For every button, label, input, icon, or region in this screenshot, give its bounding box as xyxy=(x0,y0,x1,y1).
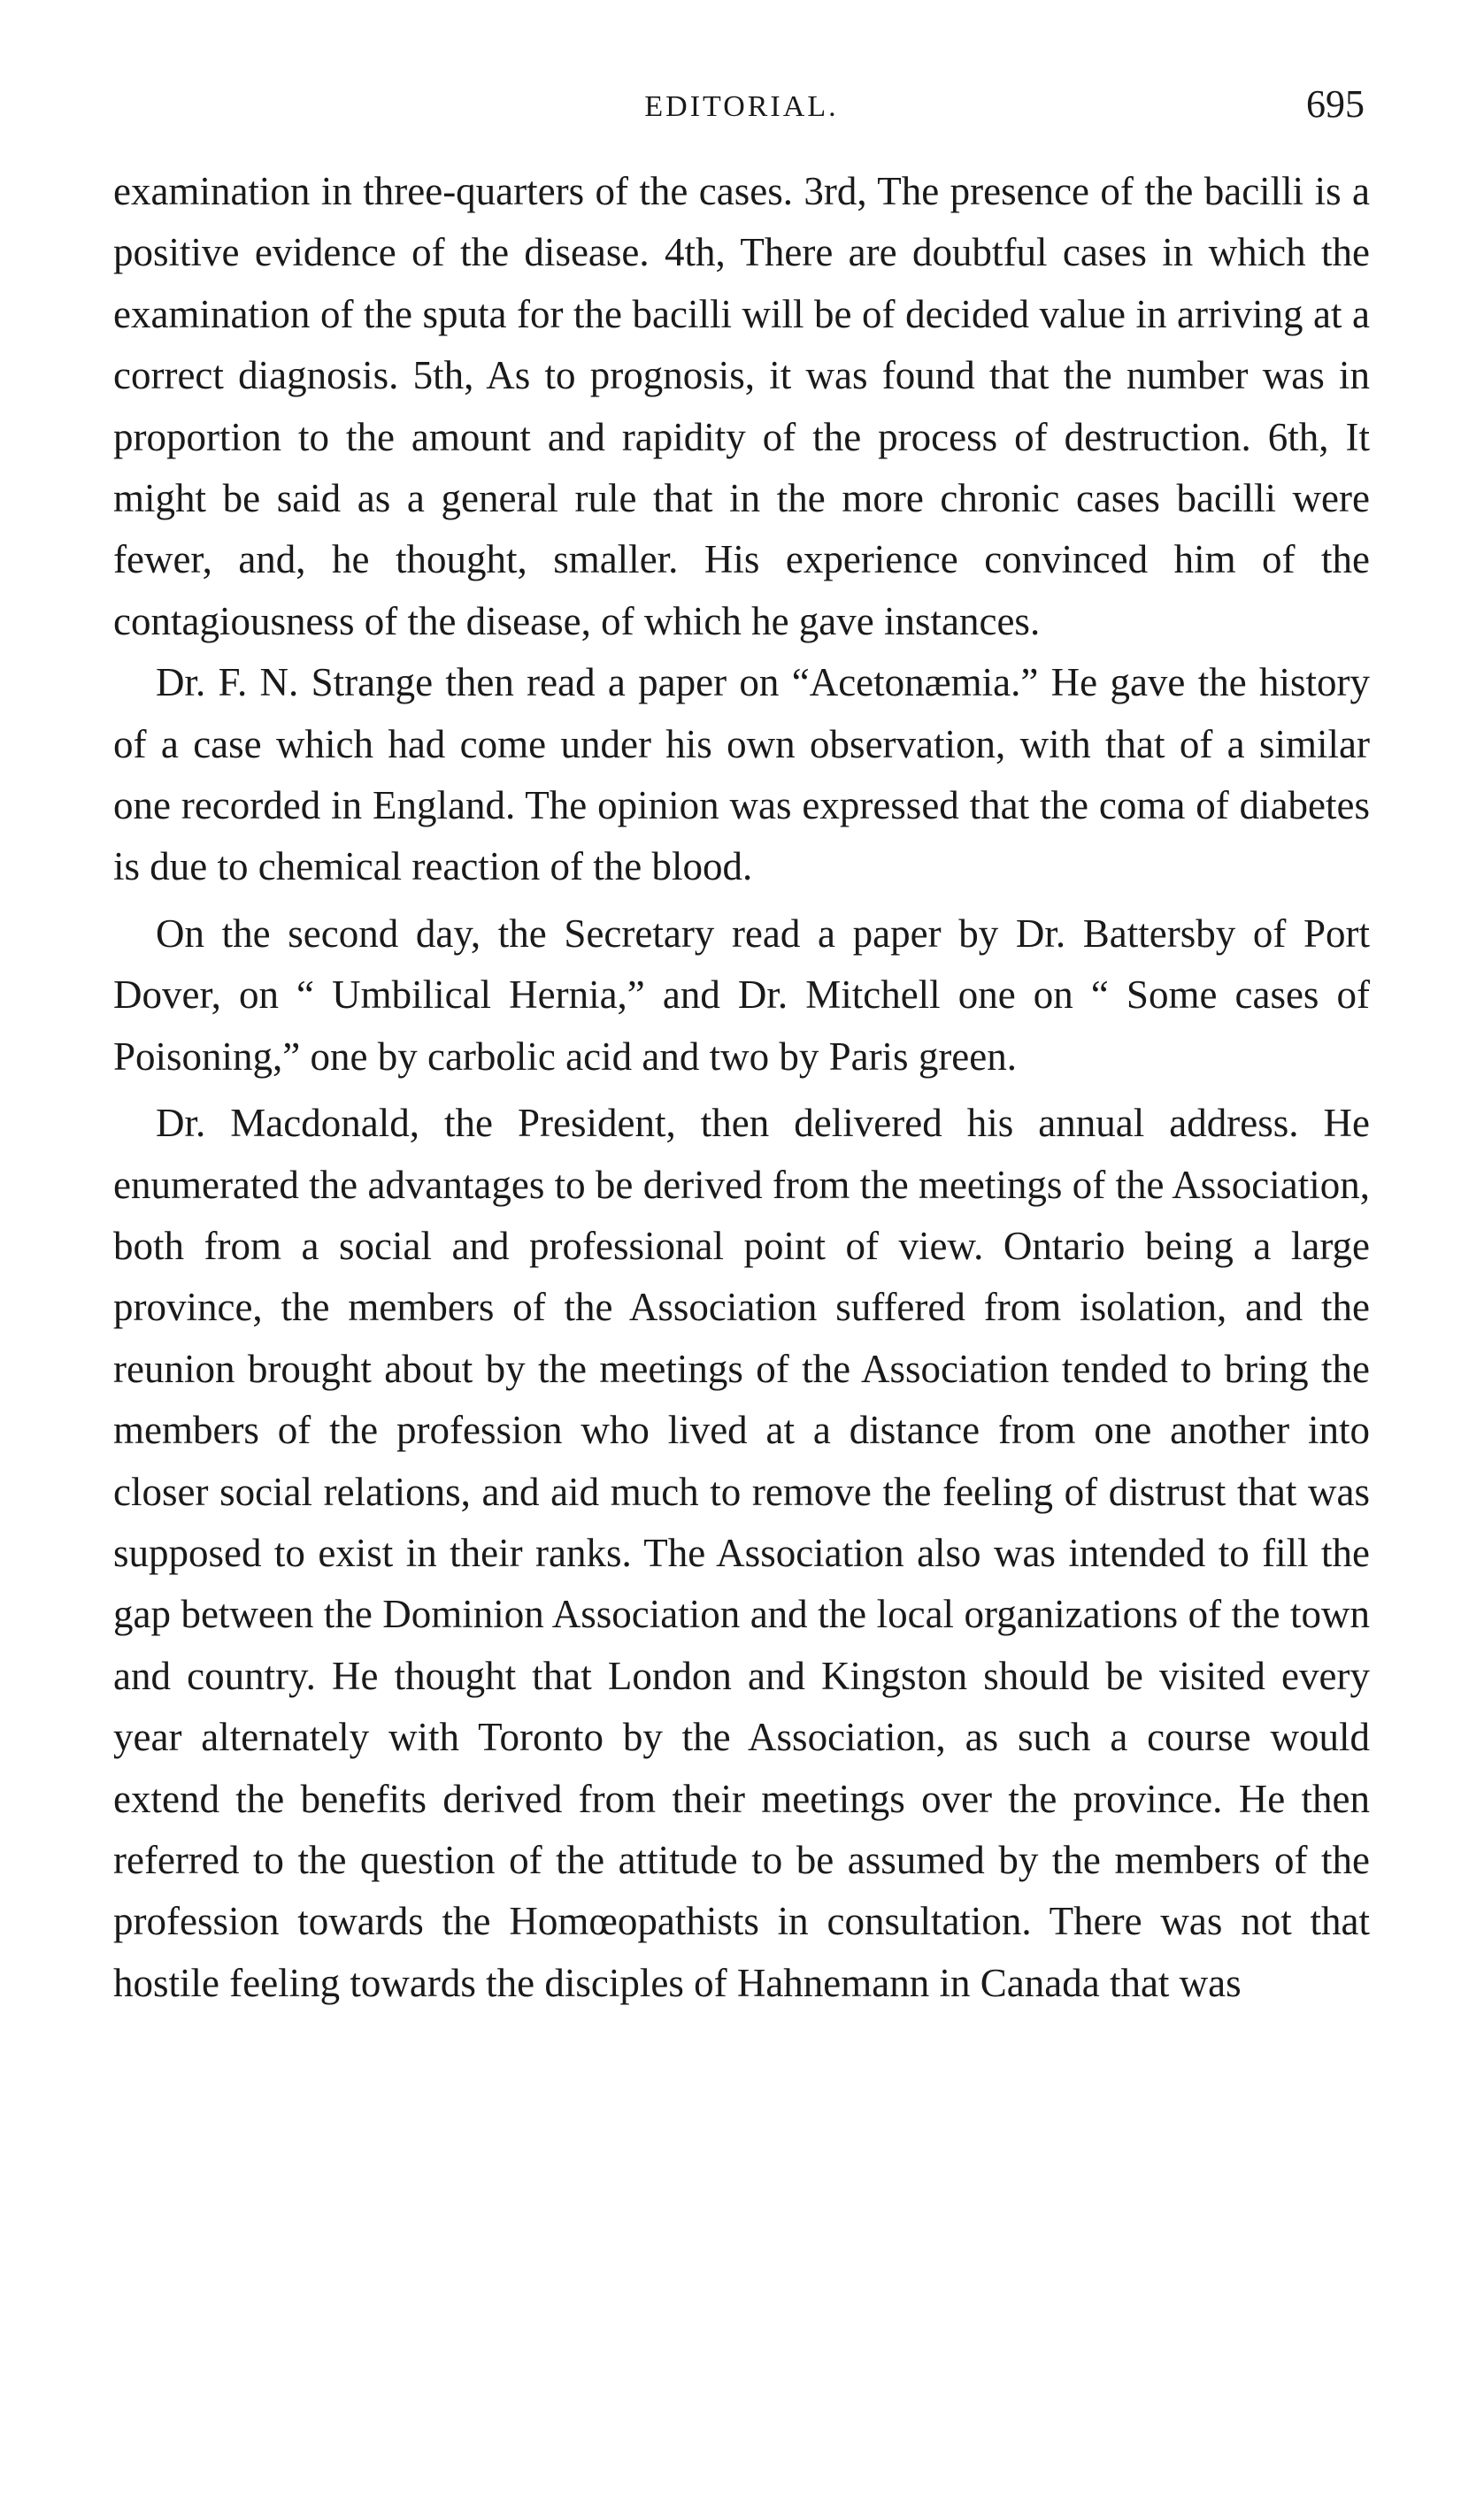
paragraph-acetonaemia: Dr. F. N. Strange then read a paper on “Acetonæmia.” He gave the history of a case which had come under his own observation, with that of a similar one recorded in England. The opinion was expressed that the coma of diabetes is due to chemical reaction of the blood. xyxy=(113,660,1370,889)
paragraph-second-day: On the second day, the Secretary read a paper by Dr. Battersby of Port Dover, on “ Umbilical Hernia,” and Dr. Mitchell one on “ Some cases of Poisoning,” one by carbolic acid and two by Paris green. xyxy=(113,911,1370,1079)
paragraph-continued: examination in three-quarters of the cases. 3rd, The presence of the bacilli is a positive evidence of the disease. 4th, There are doubtful cases in which the examination of the sputa for the bacilli will be of decided value in arriving at a correct diagnosis. 5th, As to prognosis, it was found that the number was in proportion to the amount and rapidity of the process of destruction. 6th, It might be said as a general rule that in the more chronic cases bacilli were fewer, and, he thought, smaller. His experience convinced him of the contagiousness of the disease, of which he gave instances. xyxy=(113,169,1370,643)
page-number: 695 xyxy=(1306,82,1365,126)
running-title: EDITORIAL. xyxy=(644,90,839,123)
body-text xyxy=(113,161,1370,2014)
page xyxy=(113,78,1370,2014)
paragraph-presidential-address: Dr. Macdonald, the President, then delivered his annual address. He enumerated the advantages to be derived from the meetings of the Association, both from a social and professional point of view. Ontario being a large province, the members of the Association suffered from isolation, and the reunion brought about by the meetings of the Association tended to bring the members of the profession who lived at a distance from one another into closer social relations, and aid much to remove the feeling of distrust that was supposed to exist in their ranks. The Association also was intended to fill the gap between the Dominion Association and the local organizations of the town and country. He thought that London and Kingston should be visited every year alternately with Toronto by the Association, as such a course would extend the benefits derived from their meetings over the province. He then referred to the question of the attitude to be assumed by the members of the profession towards the Homœopathists in consultation. There was not that hostile feeling towards the disciples of Hahnemann in Canada that was xyxy=(113,1101,1370,2005)
running-head xyxy=(113,78,1370,149)
